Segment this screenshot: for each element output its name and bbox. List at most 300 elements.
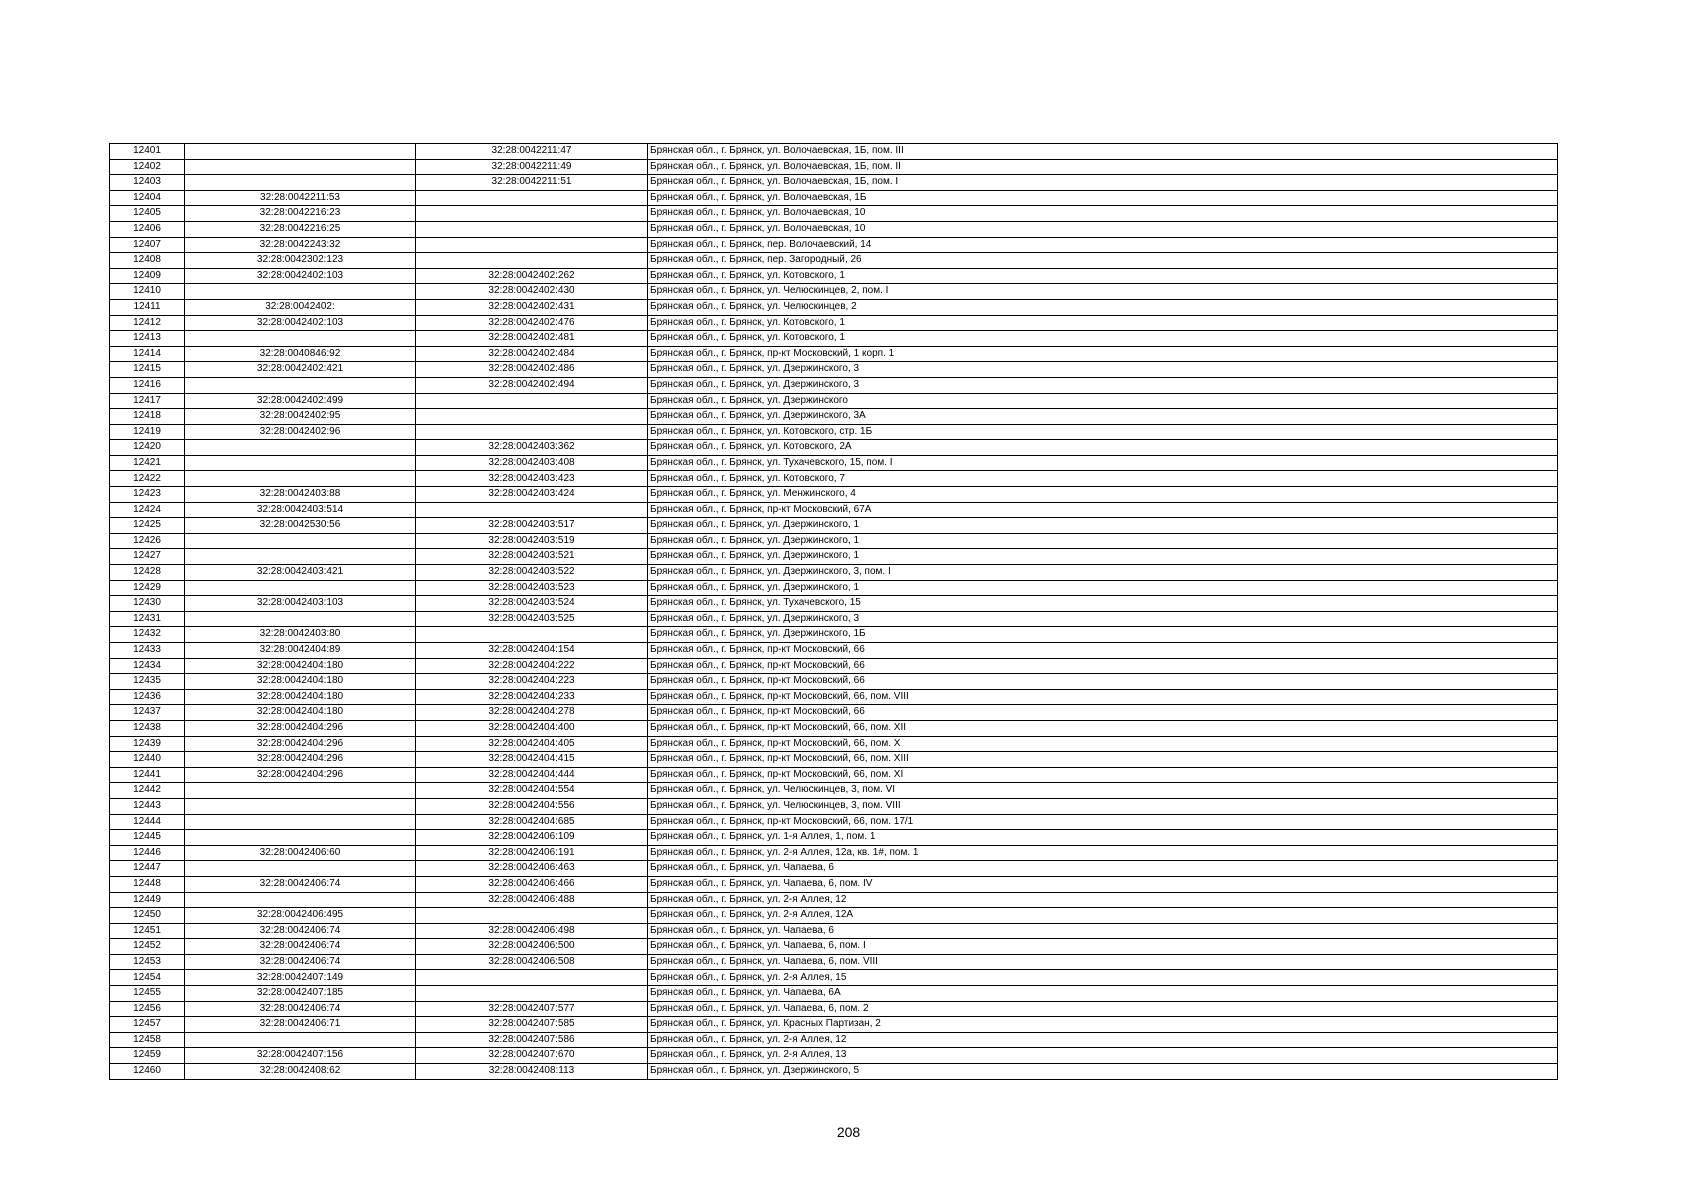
row-number-cell: 12431 — [110, 611, 185, 627]
address-cell: Брянская обл., г. Брянск, ул. Чапаева, 6, пом. IV — [648, 876, 1558, 892]
row-number-cell: 12409 — [110, 268, 185, 284]
address-cell: Брянская обл., г. Брянск, ул. Дзержинского, 1 — [648, 549, 1558, 565]
page-number: 208 — [836, 1124, 861, 1140]
table-row — [110, 159, 1558, 175]
row-number-cell: 12425 — [110, 518, 185, 534]
object-number-cell: 32:28:0042402:481 — [416, 331, 648, 347]
table-row — [110, 393, 1558, 409]
parcel-number-cell: 32:28:0042402:103 — [185, 268, 416, 284]
parcel-number-cell: 32:28:0042403:80 — [185, 627, 416, 643]
table-row — [110, 923, 1558, 939]
row-number-cell: 12455 — [110, 986, 185, 1002]
table-row — [110, 440, 1558, 456]
table-row — [110, 1032, 1558, 1048]
object-number-cell: 32:28:0042407:585 — [416, 1017, 648, 1033]
table-row — [110, 720, 1558, 736]
table-row — [110, 565, 1558, 581]
object-number-cell: 32:28:0042403:524 — [416, 596, 648, 612]
parcel-number-cell: 32:28:0042407:149 — [185, 970, 416, 986]
address-cell: Брянская обл., г. Брянск, ул. Котовского, 2А — [648, 440, 1558, 456]
row-number-cell: 12449 — [110, 892, 185, 908]
row-number-cell: 12452 — [110, 939, 185, 955]
row-number-cell: 12434 — [110, 658, 185, 674]
address-cell: Брянская обл., г. Брянск, ул. Тухачевского, 15 — [648, 596, 1558, 612]
row-number-cell: 12410 — [110, 284, 185, 300]
address-cell: Брянская обл., г. Брянск, ул. Дзержинского, 5 — [648, 1064, 1558, 1080]
object-number-cell: 32:28:0042404:400 — [416, 720, 648, 736]
parcel-number-cell — [185, 440, 416, 456]
object-number-cell: 32:28:0042404:222 — [416, 658, 648, 674]
object-number-cell: 32:28:0042404:233 — [416, 689, 648, 705]
table-row — [110, 362, 1558, 378]
row-number-cell: 12442 — [110, 783, 185, 799]
row-number-cell: 12402 — [110, 159, 185, 175]
registry-table — [109, 143, 1558, 1080]
table-row — [110, 752, 1558, 768]
address-cell: Брянская обл., г. Брянск, ул. Дзержинского, 3 — [648, 377, 1558, 393]
object-number-cell: 32:28:0042406:466 — [416, 876, 648, 892]
row-number-cell: 12408 — [110, 253, 185, 269]
table-row — [110, 892, 1558, 908]
address-cell: Брянская обл., г. Брянск, ул. 2-я Аллея, 13 — [648, 1048, 1558, 1064]
row-number-cell: 12441 — [110, 767, 185, 783]
address-cell: Брянская обл., г. Брянск, ул. Котовского, стр. 1Б — [648, 424, 1558, 440]
table-row — [110, 331, 1558, 347]
parcel-number-cell — [185, 144, 416, 160]
parcel-number-cell: 32:28:0042404:180 — [185, 689, 416, 705]
object-number-cell — [416, 424, 648, 440]
object-number-cell: 32:28:0042404:685 — [416, 814, 648, 830]
row-number-cell: 12456 — [110, 1001, 185, 1017]
address-cell: Брянская обл., г. Брянск, пер. Волочаевский, 14 — [648, 237, 1558, 253]
parcel-number-cell: 32:28:0040846:92 — [185, 346, 416, 362]
address-cell: Брянская обл., г. Брянск, пр-кт Московский, 66, пом. 17/1 — [648, 814, 1558, 830]
row-number-cell: 12418 — [110, 409, 185, 425]
address-cell: Брянская обл., г. Брянск, ул. Дзержинского, 1 — [648, 518, 1558, 534]
parcel-number-cell — [185, 331, 416, 347]
object-number-cell: 32:28:0042406:498 — [416, 923, 648, 939]
parcel-number-cell: 32:28:0042406:71 — [185, 1017, 416, 1033]
row-number-cell: 12446 — [110, 845, 185, 861]
parcel-number-cell — [185, 783, 416, 799]
object-number-cell: 32:28:0042403:517 — [416, 518, 648, 534]
object-number-cell — [416, 253, 648, 269]
object-number-cell: 32:28:0042403:525 — [416, 611, 648, 627]
row-number-cell: 12436 — [110, 689, 185, 705]
object-number-cell: 32:28:0042402:484 — [416, 346, 648, 362]
address-cell: Брянская обл., г. Брянск, ул. Челюскинцев, 2 — [648, 299, 1558, 315]
table-row — [110, 409, 1558, 425]
address-cell: Брянская обл., г. Брянск, ул. Волочаевская, 1Б, пом. I — [648, 175, 1558, 191]
table-row — [110, 1064, 1558, 1080]
address-cell: Брянская обл., г. Брянск, ул. Дзержинского, 1 — [648, 533, 1558, 549]
object-number-cell: 32:28:0042406:508 — [416, 954, 648, 970]
address-cell: Брянская обл., г. Брянск, ул. Чапаева, 6 — [648, 923, 1558, 939]
parcel-number-cell — [185, 455, 416, 471]
row-number-cell: 12427 — [110, 549, 185, 565]
table-row — [110, 190, 1558, 206]
parcel-number-cell: 32:28:0042407:156 — [185, 1048, 416, 1064]
address-cell: Брянская обл., г. Брянск, ул. Волочаевская, 1Б, пом. II — [648, 159, 1558, 175]
table-row — [110, 1048, 1558, 1064]
table-row — [110, 580, 1558, 596]
object-number-cell: 32:28:0042407:670 — [416, 1048, 648, 1064]
object-number-cell: 32:28:0042402:262 — [416, 268, 648, 284]
table-row — [110, 502, 1558, 518]
parcel-number-cell — [185, 892, 416, 908]
object-number-cell: 32:28:0042211:47 — [416, 144, 648, 160]
parcel-number-cell: 32:28:0042402:103 — [185, 315, 416, 331]
row-number-cell: 12443 — [110, 798, 185, 814]
parcel-number-cell — [185, 284, 416, 300]
row-number-cell: 12448 — [110, 876, 185, 892]
parcel-number-cell: 32:28:0042211:53 — [185, 190, 416, 206]
parcel-number-cell — [185, 611, 416, 627]
parcel-number-cell: 32:28:0042404:89 — [185, 643, 416, 659]
row-number-cell: 12432 — [110, 627, 185, 643]
address-cell: Брянская обл., г. Брянск, ул. 2-я Аллея, 12 — [648, 892, 1558, 908]
table-row — [110, 674, 1558, 690]
table-row — [110, 783, 1558, 799]
row-number-cell: 12407 — [110, 237, 185, 253]
table-row — [110, 549, 1558, 565]
address-cell: Брянская обл., г. Брянск, ул. Дзержинского, 3 — [648, 611, 1558, 627]
object-number-cell: 32:28:0042406:109 — [416, 830, 648, 846]
table-row — [110, 689, 1558, 705]
address-cell: Брянская обл., г. Брянск, ул. Волочаевская, 1Б — [648, 190, 1558, 206]
address-cell: Брянская обл., г. Брянск, ул. Котовского, 1 — [648, 331, 1558, 347]
table-row — [110, 144, 1558, 160]
parcel-number-cell: 32:28:0042402:421 — [185, 362, 416, 378]
table-row — [110, 471, 1558, 487]
parcel-number-cell: 32:28:0042406:74 — [185, 939, 416, 955]
table-row — [110, 206, 1558, 222]
table-row — [110, 767, 1558, 783]
row-number-cell: 12444 — [110, 814, 185, 830]
row-number-cell: 12403 — [110, 175, 185, 191]
table-row — [110, 175, 1558, 191]
table-row — [110, 377, 1558, 393]
table-row — [110, 596, 1558, 612]
parcel-number-cell: 32:28:0042403:421 — [185, 565, 416, 581]
table-row — [110, 939, 1558, 955]
row-number-cell: 12447 — [110, 861, 185, 877]
table-row — [110, 455, 1558, 471]
parcel-number-cell: 32:28:0042406:74 — [185, 876, 416, 892]
object-number-cell: 32:28:0042403:362 — [416, 440, 648, 456]
table-row — [110, 814, 1558, 830]
parcel-number-cell: 32:28:0042403:514 — [185, 502, 416, 518]
address-cell: Брянская обл., г. Брянск, пр-кт Московский, 66, пом. XII — [648, 720, 1558, 736]
object-number-cell — [416, 986, 648, 1002]
parcel-number-cell: 32:28:0042406:74 — [185, 1001, 416, 1017]
object-number-cell: 32:28:0042402:494 — [416, 377, 648, 393]
address-cell: Брянская обл., г. Брянск, ул. 2-я Аллея, 12А — [648, 908, 1558, 924]
table-row — [110, 253, 1558, 269]
address-cell: Брянская обл., г. Брянск, ул. Дзержинского, 3, пом. I — [648, 565, 1558, 581]
parcel-number-cell: 32:28:0042404:180 — [185, 674, 416, 690]
table-row — [110, 986, 1558, 1002]
parcel-number-cell — [185, 1032, 416, 1048]
object-number-cell — [416, 393, 648, 409]
row-number-cell: 12424 — [110, 502, 185, 518]
row-number-cell: 12451 — [110, 923, 185, 939]
address-cell: Брянская обл., г. Брянск, ул. 2-я Аллея, 12а, кв. 1#, пом. 1 — [648, 845, 1558, 861]
object-number-cell: 32:28:0042407:577 — [416, 1001, 648, 1017]
parcel-number-cell — [185, 830, 416, 846]
row-number-cell: 12420 — [110, 440, 185, 456]
table-row — [110, 643, 1558, 659]
row-number-cell: 12404 — [110, 190, 185, 206]
parcel-number-cell — [185, 175, 416, 191]
row-number-cell: 12437 — [110, 705, 185, 721]
table-row — [110, 627, 1558, 643]
object-number-cell: 32:28:0042406:191 — [416, 845, 648, 861]
object-number-cell: 32:28:0042408:113 — [416, 1064, 648, 1080]
row-number-cell: 12429 — [110, 580, 185, 596]
parcel-number-cell: 32:28:0042404:296 — [185, 736, 416, 752]
parcel-number-cell: 32:28:0042404:180 — [185, 705, 416, 721]
table-row — [110, 237, 1558, 253]
table-row — [110, 424, 1558, 440]
address-cell: Брянская обл., г. Брянск, пр-кт Московский, 66, пом. XIII — [648, 752, 1558, 768]
row-number-cell: 12422 — [110, 471, 185, 487]
row-number-cell: 12440 — [110, 752, 185, 768]
object-number-cell: 32:28:0042406:463 — [416, 861, 648, 877]
table-row — [110, 1001, 1558, 1017]
row-number-cell: 12426 — [110, 533, 185, 549]
address-cell: Брянская обл., г. Брянск, пр-кт Московский, 66 — [648, 643, 1558, 659]
address-cell: Брянская обл., г. Брянск, пр-кт Московский, 66, пом. XI — [648, 767, 1558, 783]
address-cell: Брянская обл., г. Брянск, ул. Красных Партизан, 2 — [648, 1017, 1558, 1033]
address-cell: Брянская обл., г. Брянск, пр-кт Московский, 66 — [648, 674, 1558, 690]
parcel-number-cell: 32:28:0042402: — [185, 299, 416, 315]
address-cell: Брянская обл., г. Брянск, ул. Дзержинского — [648, 393, 1558, 409]
parcel-number-cell: 32:28:0042402:499 — [185, 393, 416, 409]
object-number-cell: 32:28:0042404:554 — [416, 783, 648, 799]
table-row — [110, 736, 1558, 752]
address-cell: Брянская обл., г. Брянск, пер. Загородный, 26 — [648, 253, 1558, 269]
row-number-cell: 12414 — [110, 346, 185, 362]
object-number-cell: 32:28:0042211:51 — [416, 175, 648, 191]
parcel-number-cell: 32:28:0042406:60 — [185, 845, 416, 861]
object-number-cell: 32:28:0042407:586 — [416, 1032, 648, 1048]
object-number-cell: 32:28:0042402:486 — [416, 362, 648, 378]
address-cell: Брянская обл., г. Брянск, ул. Котовского, 1 — [648, 315, 1558, 331]
row-number-cell: 12421 — [110, 455, 185, 471]
row-number-cell: 12430 — [110, 596, 185, 612]
parcel-number-cell: 32:28:0042406:74 — [185, 923, 416, 939]
address-cell: Брянская обл., г. Брянск, пр-кт Московский, 66, пом. X — [648, 736, 1558, 752]
row-number-cell: 12453 — [110, 954, 185, 970]
parcel-number-cell: 32:28:0042404:180 — [185, 658, 416, 674]
table-row — [110, 533, 1558, 549]
address-cell: Брянская обл., г. Брянск, ул. Дзержинского, 3 — [648, 362, 1558, 378]
row-number-cell: 12458 — [110, 1032, 185, 1048]
parcel-number-cell — [185, 814, 416, 830]
table-row — [110, 845, 1558, 861]
row-number-cell: 12428 — [110, 565, 185, 581]
object-number-cell — [416, 409, 648, 425]
table-row — [110, 611, 1558, 627]
row-number-cell: 12415 — [110, 362, 185, 378]
parcel-number-cell — [185, 549, 416, 565]
parcel-number-cell: 32:28:0042243:32 — [185, 237, 416, 253]
address-cell: Брянская обл., г. Брянск, ул. Волочаевская, 10 — [648, 221, 1558, 237]
row-number-cell: 12457 — [110, 1017, 185, 1033]
parcel-number-cell: 32:28:0042216:25 — [185, 221, 416, 237]
parcel-number-cell: 32:28:0042404:296 — [185, 752, 416, 768]
address-cell: Брянская обл., г. Брянск, ул. Волочаевская, 1Б, пом. III — [648, 144, 1558, 160]
parcel-number-cell: 32:28:0042406:495 — [185, 908, 416, 924]
row-number-cell: 12439 — [110, 736, 185, 752]
object-number-cell — [416, 627, 648, 643]
object-number-cell: 32:28:0042402:430 — [416, 284, 648, 300]
address-cell: Брянская обл., г. Брянск, ул. 2-я Аллея, 12 — [648, 1032, 1558, 1048]
address-cell: Брянская обл., г. Брянск, пр-кт Московский, 66 — [648, 658, 1558, 674]
row-number-cell: 12416 — [110, 377, 185, 393]
parcel-number-cell: 32:28:0042407:185 — [185, 986, 416, 1002]
object-number-cell — [416, 908, 648, 924]
table-row — [110, 346, 1558, 362]
row-number-cell: 12459 — [110, 1048, 185, 1064]
table-row — [110, 221, 1558, 237]
table-row — [110, 908, 1558, 924]
object-number-cell: 32:28:0042403:519 — [416, 533, 648, 549]
address-cell: Брянская обл., г. Брянск, ул. Волочаевская, 10 — [648, 206, 1558, 222]
parcel-number-cell: 32:28:0042402:95 — [185, 409, 416, 425]
table-row — [110, 705, 1558, 721]
address-cell: Брянская обл., г. Брянск, ул. 1-я Аллея, 1, пом. 1 — [648, 830, 1558, 846]
object-number-cell: 32:28:0042404:223 — [416, 674, 648, 690]
parcel-number-cell: 32:28:0042408:62 — [185, 1064, 416, 1080]
table-row — [110, 798, 1558, 814]
object-number-cell: 32:28:0042403:523 — [416, 580, 648, 596]
table-row — [110, 876, 1558, 892]
parcel-number-cell — [185, 861, 416, 877]
address-cell: Брянская обл., г. Брянск, ул. Чапаева, 6, пом. 2 — [648, 1001, 1558, 1017]
row-number-cell: 12406 — [110, 221, 185, 237]
table-row — [110, 970, 1558, 986]
address-cell: Брянская обл., г. Брянск, ул. Дзержинского, 1 — [648, 580, 1558, 596]
object-number-cell — [416, 206, 648, 222]
object-number-cell — [416, 221, 648, 237]
address-cell: Брянская обл., г. Брянск, ул. Челюскинцев, 3, пом. VI — [648, 783, 1558, 799]
row-number-cell: 12412 — [110, 315, 185, 331]
address-cell: Брянская обл., г. Брянск, ул. Дзержинского, 3А — [648, 409, 1558, 425]
table-row — [110, 268, 1558, 284]
parcel-number-cell — [185, 159, 416, 175]
row-number-cell: 12450 — [110, 908, 185, 924]
table-row — [110, 284, 1558, 300]
address-cell: Брянская обл., г. Брянск, ул. Котовского, 7 — [648, 471, 1558, 487]
row-number-cell: 12401 — [110, 144, 185, 160]
table-row — [110, 1017, 1558, 1033]
row-number-cell: 12454 — [110, 970, 185, 986]
object-number-cell: 32:28:0042404:154 — [416, 643, 648, 659]
address-cell: Брянская обл., г. Брянск, ул. Чапаева, 6А — [648, 986, 1558, 1002]
object-number-cell: 32:28:0042404:278 — [416, 705, 648, 721]
parcel-number-cell: 32:28:0042404:296 — [185, 767, 416, 783]
table-row — [110, 830, 1558, 846]
object-number-cell: 32:28:0042402:476 — [416, 315, 648, 331]
table-row — [110, 658, 1558, 674]
table-row — [110, 299, 1558, 315]
row-number-cell: 12411 — [110, 299, 185, 315]
address-cell: Брянская обл., г. Брянск, ул. Дзержинского, 1Б — [648, 627, 1558, 643]
row-number-cell: 12435 — [110, 674, 185, 690]
row-number-cell: 12413 — [110, 331, 185, 347]
object-number-cell — [416, 970, 648, 986]
table-row — [110, 487, 1558, 503]
row-number-cell: 12423 — [110, 487, 185, 503]
object-number-cell: 32:28:0042404:556 — [416, 798, 648, 814]
address-cell: Брянская обл., г. Брянск, ул. Чапаева, 6 — [648, 861, 1558, 877]
row-number-cell: 12405 — [110, 206, 185, 222]
address-cell: Брянская обл., г. Брянск, ул. Чапаева, 6, пом. I — [648, 939, 1558, 955]
address-cell: Брянская обл., г. Брянск, ул. 2-я Аллея, 15 — [648, 970, 1558, 986]
parcel-number-cell: 32:28:0042404:296 — [185, 720, 416, 736]
parcel-number-cell: 32:28:0042406:74 — [185, 954, 416, 970]
parcel-number-cell — [185, 533, 416, 549]
object-number-cell: 32:28:0042404:415 — [416, 752, 648, 768]
object-number-cell: 32:28:0042404:444 — [416, 767, 648, 783]
object-number-cell: 32:28:0042402:431 — [416, 299, 648, 315]
object-number-cell — [416, 237, 648, 253]
parcel-number-cell — [185, 798, 416, 814]
address-cell: Брянская обл., г. Брянск, ул. Челюскинцев, 2, пом. I — [648, 284, 1558, 300]
parcel-number-cell: 32:28:0042403:88 — [185, 487, 416, 503]
parcel-number-cell — [185, 377, 416, 393]
parcel-number-cell: 32:28:0042402:96 — [185, 424, 416, 440]
object-number-cell: 32:28:0042403:521 — [416, 549, 648, 565]
parcel-number-cell — [185, 580, 416, 596]
object-number-cell: 32:28:0042406:500 — [416, 939, 648, 955]
row-number-cell: 12445 — [110, 830, 185, 846]
parcel-number-cell: 32:28:0042302:123 — [185, 253, 416, 269]
address-cell: Брянская обл., г. Брянск, пр-кт Московский, 66, пом. VIII — [648, 689, 1558, 705]
row-number-cell: 12438 — [110, 720, 185, 736]
address-cell: Брянская обл., г. Брянск, пр-кт Московский, 67А — [648, 502, 1558, 518]
parcel-number-cell: 32:28:0042530:56 — [185, 518, 416, 534]
address-cell: Брянская обл., г. Брянск, ул. Котовского, 1 — [648, 268, 1558, 284]
row-number-cell: 12460 — [110, 1064, 185, 1080]
row-number-cell: 12433 — [110, 643, 185, 659]
object-number-cell: 32:28:0042406:488 — [416, 892, 648, 908]
object-number-cell — [416, 190, 648, 206]
table-row — [110, 861, 1558, 877]
row-number-cell: 12417 — [110, 393, 185, 409]
row-number-cell: 12419 — [110, 424, 185, 440]
object-number-cell: 32:28:0042403:408 — [416, 455, 648, 471]
parcel-number-cell — [185, 471, 416, 487]
table-row — [110, 518, 1558, 534]
parcel-number-cell: 32:28:0042403:103 — [185, 596, 416, 612]
table-row — [110, 954, 1558, 970]
address-cell: Брянская обл., г. Брянск, ул. Менжинского, 4 — [648, 487, 1558, 503]
object-number-cell: 32:28:0042403:424 — [416, 487, 648, 503]
address-cell: Брянская обл., г. Брянск, ул. Чапаева, 6, пом. VIII — [648, 954, 1558, 970]
object-number-cell: 32:28:0042211:49 — [416, 159, 648, 175]
object-number-cell: 32:28:0042404:405 — [416, 736, 648, 752]
address-cell: Брянская обл., г. Брянск, пр-кт Московский, 1 корп. 1 — [648, 346, 1558, 362]
address-cell: Брянская обл., г. Брянск, ул. Тухачевского, 15, пом. I — [648, 455, 1558, 471]
object-number-cell: 32:28:0042403:522 — [416, 565, 648, 581]
object-number-cell: 32:28:0042403:423 — [416, 471, 648, 487]
parcel-number-cell: 32:28:0042216:23 — [185, 206, 416, 222]
address-cell: Брянская обл., г. Брянск, ул. Челюскинцев, 3, пом. VIII — [648, 798, 1558, 814]
object-number-cell — [416, 502, 648, 518]
